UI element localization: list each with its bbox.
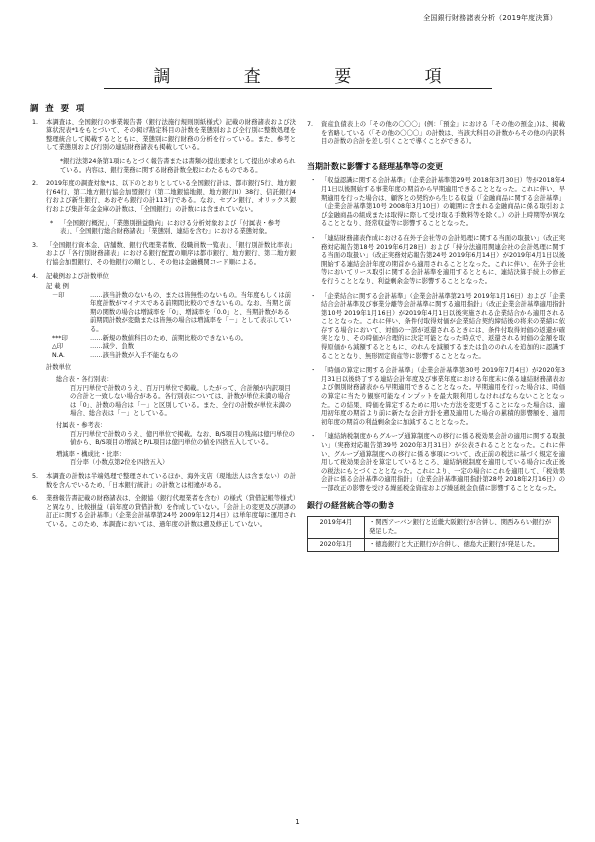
legend-row [28, 335, 296, 344]
legend-key: －印 [52, 291, 65, 299]
change-text: 「収益認識に関する会計基準」（企業会計基準第29号 2018年3月30日）等が2018年4月1日以後開始する事業年度の期首から早期適用できることとなった。これに伴い、早期適用を行った場合は、顧客との契約から生じる収益（「金融商品に関する会計基準」（企業会計基準第10号 2008年3月10日）の範囲に含まれる金融商品に係る取引および金融商品の組成または取得に際して受け取る手数料等を除く。）の計上時期等が異なることとなり、経常収益等に影響することとなった。 [321, 177, 565, 228]
change-item [307, 433, 565, 493]
list-item [28, 119, 296, 153]
item-text: 資産負債表上の「その他の〇〇〇」(例：「預金」における「その他の預金」)は、掲載を省略している（「その他の〇〇〇」の計数は、当該大科目の計数からその他の内訳科目の計数の合計を差し引くことで導くことができる）。 [321, 121, 565, 146]
timeline-text: ・関西アーバン銀行と近畿大阪銀行が合併し、関西みらい銀行が発足した。 [365, 517, 559, 539]
list-item [28, 495, 296, 529]
bullet-icon: ・ [310, 367, 317, 375]
bullet-icon: ・ [310, 433, 317, 441]
footnote [28, 158, 296, 175]
change-item [307, 367, 565, 427]
running-header: 全国銀行財務諸表分析（2019年度決算） [423, 14, 557, 22]
units-heading: 計数単位 [46, 364, 72, 372]
timeline-date: 2020年1月 [308, 538, 365, 551]
change-item [307, 293, 565, 362]
list-item [28, 180, 296, 214]
bullet-icon: ・ [310, 292, 317, 300]
units-text: 百万円単位で計数のうえ、百万円単位で掲載。したがって、合計額が内訳項目の合計と一致しない場合がある。各行別表については、計数が単位未満の場合は「0」、計数の場合は「－」と区別している。また、全行の計数が単位未満の場合、総合表は「－」としている。 [70, 384, 292, 418]
list-item [28, 473, 296, 490]
item-text: 記載例および計数単位 [46, 272, 109, 280]
units-text: 百分率（小数点第2位を四捨五入） [70, 459, 169, 467]
change-text: 「連結財務諸表作成における在外子会社等の会計処理に関する当面の取扱い」（改正実務対応報告第18号 2019年6月28日）および「持分法適用関連会社の会計処理に関する当面の取扱い」（改正実務対応報告第24号 2019年6月14日）が2019年4月1日以後開始する連結会計年度の期首から適用されることとなった。これに伴い、在外子会社等においてリース取引に関する会計基準を適用するとともに、連結決算手続上の修正を行うこととなり、利益剰余金等に影響することとなった。 [321, 234, 565, 285]
footnote-mark: * [50, 219, 54, 227]
timeline-table [307, 516, 559, 552]
item-text: 本調査の計数は半端処理で整理されているほか、海外支店（現地法人は含まない）の計数を含んでいるため、「日本銀行統計」の計数とは相違がある。 [46, 472, 296, 489]
legend-key: ***印 [52, 334, 68, 342]
footnote [28, 220, 296, 237]
list-item [307, 121, 565, 147]
title-underline [104, 88, 492, 89]
legend-text: ……該当計数のないもの、または皆無性のないもの。当年度もしくは前年度計数がマイナスである前期間比較のできないもの。なお、当期と前期の関数の場合は増減率を「0」、増減率を「0.0」と、当期計数がある前期間計数が変動または皆無の場合は増減率を「－」として表示している。 [90, 291, 292, 334]
legend-text: ……減少、負数 [90, 343, 135, 351]
right-column [307, 121, 565, 552]
item-text: 本調査は、全国銀行の事業報告書（銀行法施行規則別紙様式）記載の財務諸表および決算状況表*1をもとづいて、その掲げ勘定科目の計数を業態別および全行別に整数処理を整理統合して掲載するとともに、業態別に銀行財務の分析を行っている。また、参考として業態別および行別の連結財務諸表も掲載している。 [46, 118, 296, 152]
item-text: 「全国銀行資本金、店舗数、銀行代理業者数、役職員数一覧表」、「銀行別計数比率表」および「各行別財務諸表」における銀行配置の順序は都市銀行、地方銀行、第二地方銀行協会加盟銀行、その他銀行の順とし、その他は金融機関コード順による。 [46, 241, 296, 266]
bullet-icon: ・ [310, 177, 317, 185]
item-number: 2. [32, 180, 39, 188]
timeline-date: 2019年4月 [308, 517, 365, 539]
change-text: 「連結納税制度からグループ通算制度への移行に係る税効果会計の適用に関する取扱い」（実務対応報告第39号 2020年3月31日）が公表されることとなった。これに伴い、グループ通算制度への移行に係る事項について、改正前の税法に基づく規定を適用して税効果会計を算定しているところ、連結納税制度を適用している場合に改正後の税法にもとづくこととなった。これにより、一定の場合にこれを適用して、「税効果会計に係る会計基準の適用指針」（企業会計基準適用指針第28号 2018年2月16日）の一部改正の影響を受ける繰延税金資産および繰延税金負債に影響することとなった。 [321, 433, 565, 492]
item-number: 1. [32, 118, 39, 126]
table-row [308, 538, 559, 551]
item-number: 5. [32, 472, 39, 480]
item-number: 3. [32, 241, 39, 249]
list-item [28, 273, 296, 282]
legend-key: N.A. [52, 351, 65, 359]
legend-row [28, 292, 296, 335]
list-item [28, 242, 296, 268]
item-number: 4. [32, 272, 39, 280]
legend-text: ……新規の数値科目のため、前期比較のできないもの。 [90, 334, 247, 342]
footnote-text: *銀行法第24条第1項にもとづく報告書または書類の提出要求として提出が求められている。内容は、銀行業務に関する財務計数全般にわたるものである。 [60, 157, 296, 174]
change-item [307, 235, 565, 287]
table-row [308, 517, 559, 539]
item-text: 2019年度の調査対象*は、以下のとおりとしている全国銀行計は、都市銀行5行、地方銀行64行、第二地方銀行協会加盟銀行（第二地銀協地銀、地方銀行II）38行、信託銀行4行および新生銀行、あおぞら銀行の計113行である。なお、セブン銀行、オリックス銀行および集計年金金庫の計数は、「全国銀行」の計数には含まれていない。 [46, 180, 296, 213]
left-column [28, 104, 296, 535]
section-title: 調 査 要 項 [30, 103, 87, 113]
legend-row [28, 343, 296, 352]
footnote-text: 「全国銀行概況」、「業態別損益動向」における分析対象および「付属表・参考表」、「全国銀行総合財務諸表」「業態別、連結を含む」における業態対象。 [60, 219, 281, 236]
item-text: 業務報告書記載の財務諸表は、全銀協（銀行代理業者を含む）の様式（貸借記帳等様式）と異なり、比較損益（前年度の貸借計数）を作成していない。「会計上の変更及び誤謬の訂正に関する会計基準」（企業会計基準第24号 2009年12月4日）は単年度毎に運用されている。このため、本調査においては、過年度の計数は遡及修正していない。 [46, 495, 296, 528]
change-item [307, 177, 565, 229]
legend-row [28, 352, 296, 361]
bullet-icon: ・ [310, 234, 317, 242]
timeline-text: ・徳島銀行と大正銀行が合併し、徳島大正銀行が発足した。 [365, 538, 559, 551]
page-number: 1 [295, 818, 300, 826]
legend-key: △印 [52, 343, 64, 351]
item-number: 6. [32, 495, 39, 503]
change-text: 「企業結合に関する会計基準」（企業会計基準第21号 2019年1月16日）および「企業結合会計基準及び事業分離等会計基準に関する適用指針」（改正企業会計基準適用指針第10号 2019年1月16日）が2019年4月1日以後実施される企業結合から適用されることとなった。これに伴い、条件付取得対価が企業結合契約締結後の将来の業績に依存する場合において、対価の一部が返還されるときには、条件付取得対価の返還が確実となり、その時価が合理的に決定可能となった時点で、返還される対価の金額を取得原価から減額するとともに、のれんを減額するまたは負ののれんを追加的に認識することとなり、無形固定資産等に影響することとなった。 [321, 292, 565, 360]
change-text: 「時価の算定に関する会計基準」（企業会計基準第30号 2019年7月4日）が2020年3月31日以後終了する連結会計年度及び事業年度における年度末に係る連結財務諸表および個別財務諸表から早期適用できることとなった。早期適用を行った場合は、時価の算定に当たり観察可能なインプットを最大限利用しなければならないこととなった。この結果、時価を算定するために用いた方法を変更することになった場合は、適用初年度の期首より前に新たな会計方針を遡及適用した場合の累積的影響額を、適用初年度の期首の利益剰余金に加減することとなった。 [321, 367, 565, 426]
timeline-heading: 銀行の経営統合等の動き [307, 500, 395, 510]
legend-text: ……該当計数が入手不能なもの [90, 351, 179, 359]
item-number: 7. [307, 121, 314, 128]
units-label: 付属表・参考表： [56, 422, 107, 429]
units-text: 百万円単位で計数のうえ、億円単位で掲載。なお、B/S項目の残高は億円単位の値から、B/S項目の増減とP/L項目は億円単位の値を四捨五入している。 [70, 430, 295, 447]
units-label: 増減率・構成比・比率： [56, 450, 126, 458]
legend-heading: 記 載 例 [46, 283, 69, 291]
page-title: 調 査 要 項 [153, 67, 476, 87]
changes-heading: 当期計数に影響する経理基準等の変更 [307, 161, 443, 171]
units-label: 総合表・各行別表： [56, 376, 113, 384]
